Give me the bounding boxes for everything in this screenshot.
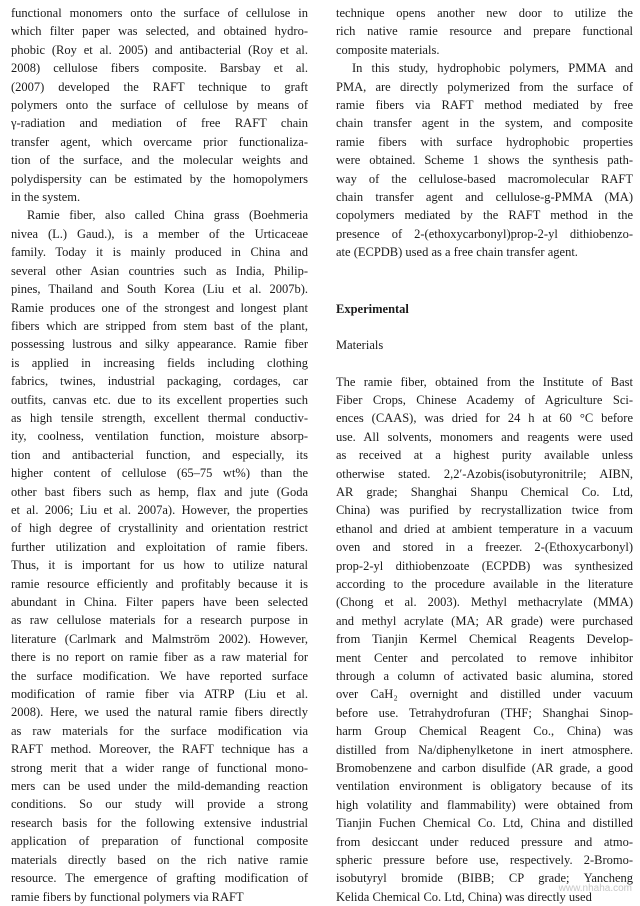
text-line: (2007) developed the RAFT technique to graft xyxy=(11,78,308,96)
text-line: In this study, hydrophobic polymers, PMMA and xyxy=(336,59,633,77)
text-line: outfits, canvas etc. due to its excellent properties such xyxy=(11,391,308,409)
text-line: presence of 2-(ethoxycarbonyl)prop-2-yl dithiobenzo- xyxy=(336,225,633,243)
right-paragraph-2 xyxy=(336,59,633,261)
text-line: way of the cellulose-based macromolecular RAFT xyxy=(336,170,633,188)
text-line: possessing lustrous and silky appearance. Ramie fiber xyxy=(11,335,308,353)
text-line: chain transfer agent in the system, and composite xyxy=(336,114,633,132)
text-line: higher content of cellulose (65–75 wt%) than the xyxy=(11,464,308,482)
text-line: over CaH₂ overnight and distilled under vacuum xyxy=(336,685,633,703)
text-line: RAFT method. Moreover, the RAFT technique has a xyxy=(11,740,308,758)
text-line: pines, Thailand and South Korea (Liu et al. 2007b). xyxy=(11,280,308,298)
text-line: otherwise stated. 2,2′-Azobis(isobutyronitrile; AIBN, xyxy=(336,465,633,483)
text-line: phobic (Roy et al. 2005) and antibacterial (Roy et al. xyxy=(11,41,308,59)
text-line: et al. 2006; Liu et al. 2007a). However, the properties xyxy=(11,501,308,519)
text-line: ences (CAAS), was dried for 24 h at 60 °C before xyxy=(336,409,633,427)
watermark: www.nhaha.com xyxy=(559,883,632,894)
text-line: mers can be used under the mild-demanding reaction xyxy=(11,777,308,795)
text-line: according to the procedure available in the literature xyxy=(336,575,633,593)
right-column xyxy=(336,4,633,906)
text-line: further utilization and exploitation of ramie fibers. xyxy=(11,538,308,556)
text-line: resource. The emergence of grafting modification of xyxy=(11,869,308,887)
text-line: (Chong et al. 2003). Methyl methacrylate (MMA) xyxy=(336,593,633,611)
text-line: high volatility and flammability) were obtained from xyxy=(336,796,633,814)
text-line: other bast fibers such as hemp, flax and jute (Goda xyxy=(11,483,308,501)
text-line: ment Center and percolated to remove inhibitor xyxy=(336,649,633,667)
text-line: fabrics, twines, industrial packaging, cordages, car xyxy=(11,372,308,390)
text-line: as high tensile strength, excellent thermal conductiv- xyxy=(11,409,308,427)
text-line: ethanol and dried at ambient temperature in a vacuum xyxy=(336,520,633,538)
text-line: AR grade; Shanghai Shanpu Chemical Co. Ltd, xyxy=(336,483,633,501)
text-line: ate (ECPDB) used as a free chain transfer agent. xyxy=(336,243,633,261)
text-line: isobutyryl bromide (BIBB; CP grade; Yancheng xyxy=(336,869,633,887)
text-line: family. Today it is mainly produced in China and xyxy=(11,243,308,261)
text-line: oven and stored in a freezer. 2-(Ethoxycarbonyl) xyxy=(336,538,633,556)
text-line: conditions. So our study will provide a strong xyxy=(11,795,308,813)
text-line: there is no report on ramie fiber as a raw material for xyxy=(11,648,308,666)
text-line: chain transfer agent and cellulose-g-PMMA (MA) xyxy=(336,188,633,206)
text-line: nivea (L.) Gaud.), is a member of the Urticaceae xyxy=(11,225,308,243)
text-line: which filter paper was selected, and obtained hydro- xyxy=(11,22,308,40)
text-line: polymers onto the surface of cellulose by means of xyxy=(11,96,308,114)
text-line: strong merit that a wider range of functional mono- xyxy=(11,759,308,777)
text-line: tion of the surface, and the molecular weights and xyxy=(11,151,308,169)
text-line: ramie fibers by functional polymers via RAFT xyxy=(11,888,308,906)
left-paragraph-1 xyxy=(11,4,308,206)
text-line: distilled from Na/diphenylketone in inert atmosphere. xyxy=(336,741,633,759)
text-line: modification of ramie fiber via ATRP (Liu et al. xyxy=(11,685,308,703)
text-line: research basis for the following extensive industrial xyxy=(11,814,308,832)
text-line: composite materials. xyxy=(336,41,633,59)
text-line: tion and antibacterial function, and especially, its xyxy=(11,446,308,464)
text-line: and methyl acrylate (MA; AR grade) were purchased xyxy=(336,612,633,630)
text-line: use. All solvents, monomers and reagents were used xyxy=(336,428,633,446)
text-line: polydispersity can be estimated by the homopolymers xyxy=(11,170,308,188)
text-line: fibers which are stripped from stem bast of the plant, xyxy=(11,317,308,335)
text-line: is applied in increasing fields including clothing xyxy=(11,354,308,372)
section-heading-experimental: Experimental xyxy=(336,300,633,318)
text-line: the surface modification. We have reported surface xyxy=(11,667,308,685)
text-line: Fiber Crops, Chinese Academy of Agriculture Sci- xyxy=(336,391,633,409)
text-line: prop-2-yl dithiobenzoate (ECPDB) was synthesized xyxy=(336,557,633,575)
right-paragraph-1 xyxy=(336,4,633,59)
text-line: Tianjin Fuchen Chemical Co. Ltd, China and distilled xyxy=(336,814,633,832)
text-line: several other Asian countries such as India, Philip- xyxy=(11,262,308,280)
text-line: Ramie produces one of the strongest and longest plant xyxy=(11,299,308,317)
text-line: before use. Tetrahydrofuran (THF; Shanghai Sinop- xyxy=(336,704,633,722)
text-line: 2008). Here, we used the natural ramie fibers directly xyxy=(11,703,308,721)
text-line: transfer agent, which overcame prior functionaliza- xyxy=(11,133,308,151)
text-line: The ramie fiber, obtained from the Institute of Bast xyxy=(336,373,633,391)
text-line: as raw cellulose materials for a research purpose in xyxy=(11,611,308,629)
text-line: in the system. xyxy=(11,188,308,206)
subsection-heading-materials: Materials xyxy=(336,336,633,354)
text-line: as received at a highest purity available unless xyxy=(336,446,633,464)
left-paragraph-2 xyxy=(11,206,308,905)
text-line: China) was purified by recrystallization twice from xyxy=(336,501,633,519)
text-line: literature (Carlmark and Malmström 2002). However, xyxy=(11,630,308,648)
text-line: Kelida Chemical Co. Ltd, China) was directly used xyxy=(336,888,633,906)
left-column xyxy=(11,4,308,906)
right-paragraph-3 xyxy=(336,373,633,906)
text-line: from desiccant under reduced pressure and atmo- xyxy=(336,833,633,851)
text-line: 2008) cellulose fibers composite. Barsbay et al. xyxy=(11,59,308,77)
text-line: as raw materials for the surface modification via xyxy=(11,722,308,740)
text-line: from Tianjin Kermel Chemical Reagents Develop- xyxy=(336,630,633,648)
text-line: Bromobenzene and carbon disulfide (AR grade, a good xyxy=(336,759,633,777)
text-line: ity, coolness, ventilation function, moisture absorp- xyxy=(11,427,308,445)
text-line: copolymers mediated by the RAFT method in the xyxy=(336,206,633,224)
text-line: ramie fibers with surface hydrophobic properties xyxy=(336,133,633,151)
text-line: materials directly based on the rich native ramie xyxy=(11,851,308,869)
text-line: functional monomers onto the surface of cellulose in xyxy=(11,4,308,22)
text-line: Thus, it is important for us how to utilize natural xyxy=(11,556,308,574)
text-line: of high degree of crystallinity and orientation restrict xyxy=(11,519,308,537)
text-line: were obtained. Scheme 1 shows the synthesis path- xyxy=(336,151,633,169)
text-line: through a column of activated basic alumina, stored xyxy=(336,667,633,685)
text-line: abundant in China. Filter papers have been selected xyxy=(11,593,308,611)
text-line: technique opens another new door to utilize the xyxy=(336,4,633,22)
text-line: ramie fibers via RAFT method mediated by free xyxy=(336,96,633,114)
text-line: application of preparation of functional composite xyxy=(11,832,308,850)
text-line: spheric pressure before use, respectively. 2-Bromo- xyxy=(336,851,633,869)
text-line: harm Group Chemical Reagent Co., China) was xyxy=(336,722,633,740)
text-line: PMA, are directly polymerized from the surface of xyxy=(336,78,633,96)
text-line: γ-radiation and mediation of free RAFT chain xyxy=(11,114,308,132)
text-line: ramie resource efficiently and profitably because it is xyxy=(11,575,308,593)
text-line: rich native ramie resource and prepare functional xyxy=(336,22,633,40)
text-line: ventilation environment is obligatory because of its xyxy=(336,777,633,795)
text-line: Ramie fiber, also called China grass (Boehmeria xyxy=(11,206,308,224)
